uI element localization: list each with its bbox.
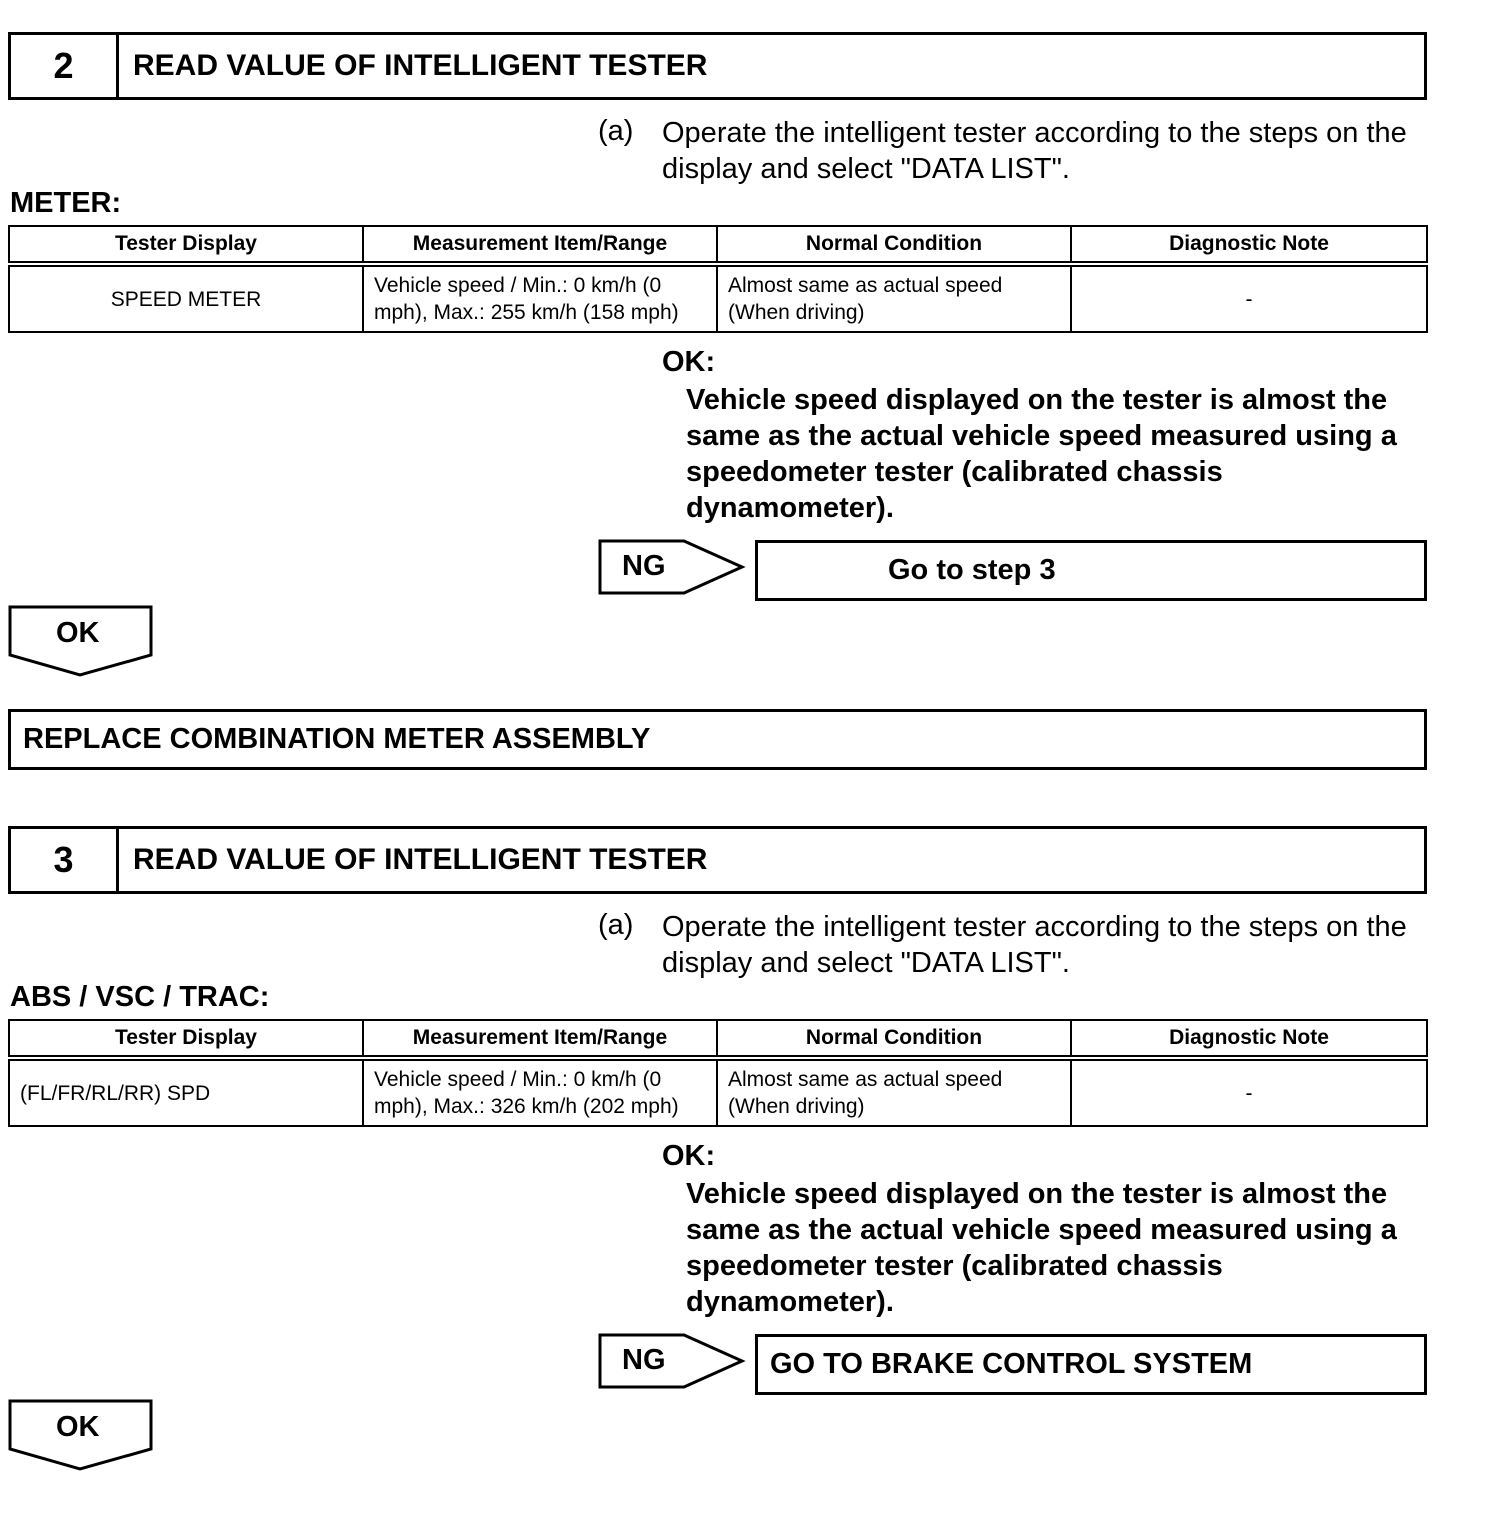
ng-label: NG	[622, 1344, 666, 1376]
section-label-meter: METER:	[10, 187, 122, 219]
replace-meter-box: REPLACE COMBINATION METER ASSEMBLY	[8, 709, 1427, 770]
column-header: Measurement Item/Range	[363, 226, 717, 264]
table-row	[9, 264, 1427, 332]
column-header: Tester Display	[9, 1020, 363, 1058]
ng-label: NG	[622, 550, 666, 582]
column-header: Diagnostic Note	[1071, 226, 1427, 264]
instruction-text: Operate the intelligent tester according to the steps on the display and select "DATA LIST".	[662, 911, 1407, 979]
ok-condition-text: Vehicle speed displayed on the tester is almost the same as the actual vehicle speed measured using a speedometer tester (calibrated chassis dynamometer).	[686, 384, 1397, 524]
column-header: Diagnostic Note	[1071, 1020, 1427, 1058]
step-3-header	[8, 826, 1427, 894]
table-cell: SPEED METER	[9, 264, 363, 332]
ng-result-box: GO TO BRAKE CONTROL SYSTEM	[755, 1334, 1427, 1395]
ng-arrow-icon	[598, 1333, 746, 1389]
table-cell: (FL/FR/RL/RR) SPD	[9, 1058, 363, 1126]
ok-condition-label: OK:	[662, 1140, 716, 1172]
instruction-label: (a)	[598, 909, 634, 941]
step-title: READ VALUE OF INTELLIGENT TESTER	[133, 49, 708, 82]
data-list-table-abs	[8, 1019, 1428, 1127]
ok-arrow-label: OK	[56, 1411, 100, 1443]
column-header: Normal Condition	[717, 1020, 1071, 1058]
step-title: READ VALUE OF INTELLIGENT TESTER	[133, 843, 708, 876]
data-list-table-meter	[8, 225, 1428, 333]
table-cell: Vehicle speed / Min.: 0 km/h (0 mph), Max.: 326 km/h (202 mph)	[363, 1058, 717, 1126]
instruction-text: Operate the intelligent tester according to the steps on the display and select "DATA LIST".	[662, 117, 1407, 185]
table-cell: Almost same as actual speed (When driving)	[717, 264, 1071, 332]
step-2-header	[8, 32, 1427, 100]
table-cell: Vehicle speed / Min.: 0 km/h (0 mph), Max.: 255 km/h (158 mph)	[363, 264, 717, 332]
step-number: 3	[11, 829, 119, 891]
ng-result-box: Go to step 3	[755, 540, 1427, 601]
ok-condition-text: Vehicle speed displayed on the tester is almost the same as the actual vehicle speed measured using a speedometer tester (calibrated chassis dynamometer).	[686, 1178, 1397, 1318]
column-header: Normal Condition	[717, 226, 1071, 264]
table-cell: -	[1071, 1058, 1427, 1126]
ng-arrow-icon	[598, 539, 746, 595]
instruction-label: (a)	[598, 115, 634, 147]
section-label-abs: ABS / VSC / TRAC:	[10, 981, 270, 1013]
step-number: 2	[11, 35, 119, 97]
ok-arrow-label: OK	[56, 617, 100, 649]
table-header-row	[9, 1020, 1427, 1058]
column-header: Tester Display	[9, 226, 363, 264]
column-header: Measurement Item/Range	[363, 1020, 717, 1058]
table-header-row	[9, 226, 1427, 264]
table-row	[9, 1058, 1427, 1126]
table-cell: -	[1071, 264, 1427, 332]
ok-condition-label: OK:	[662, 346, 716, 378]
table-cell: Almost same as actual speed (When driving)	[717, 1058, 1071, 1126]
